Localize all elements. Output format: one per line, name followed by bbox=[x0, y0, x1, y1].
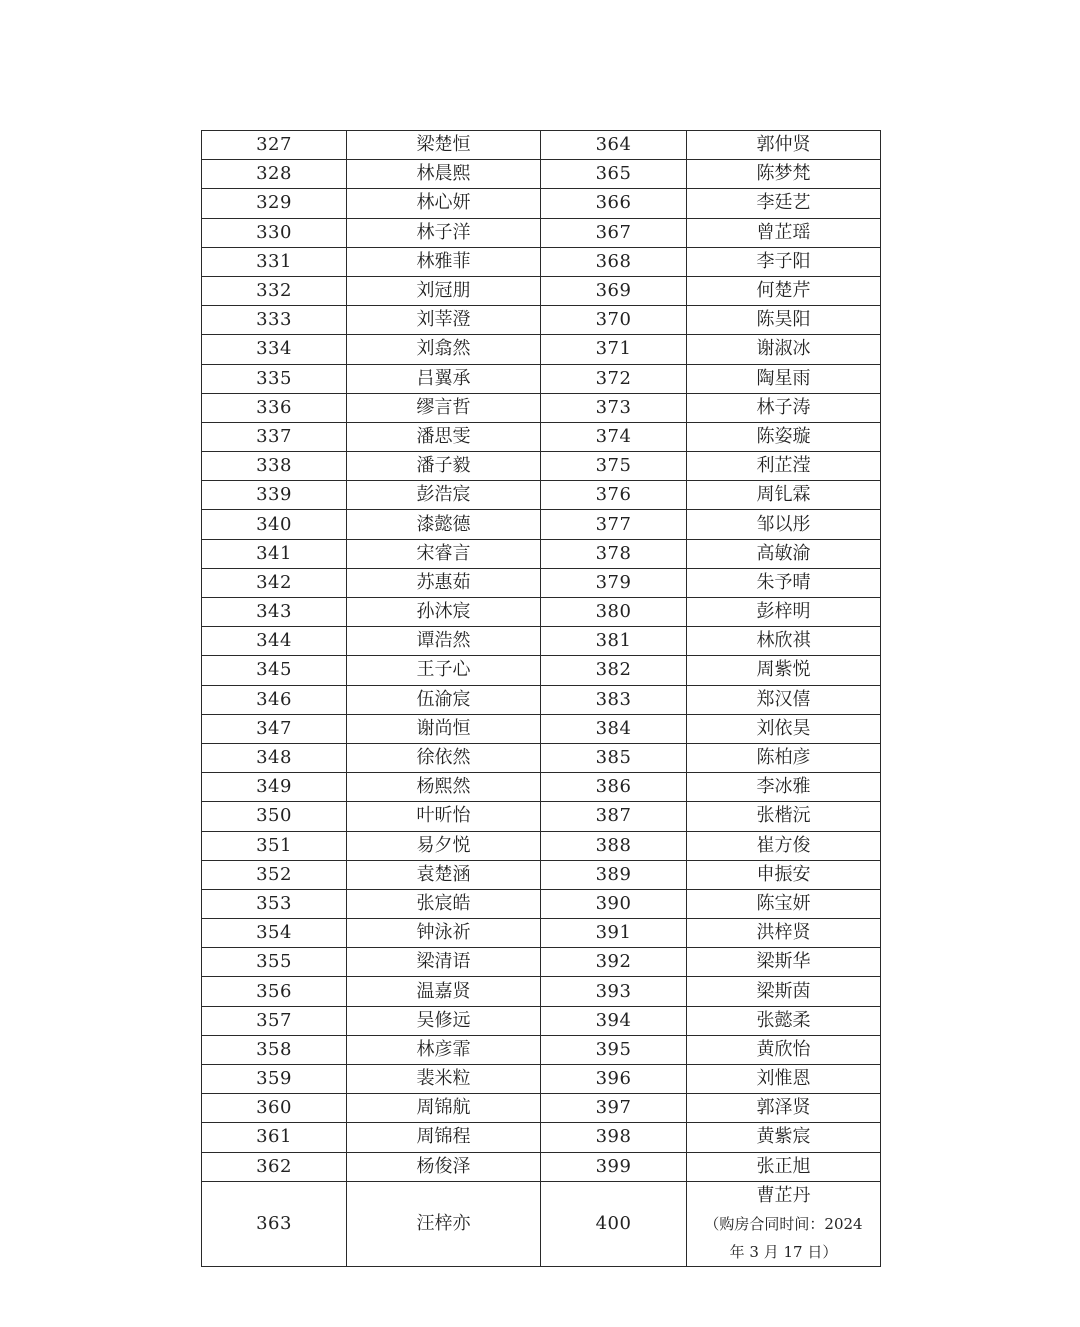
row-number-left: 345 bbox=[202, 656, 347, 685]
row-number-left: 359 bbox=[202, 1065, 347, 1094]
row-number-right: 376 bbox=[541, 481, 687, 510]
row-number-left: 358 bbox=[202, 1035, 347, 1064]
table-row bbox=[202, 131, 881, 160]
row-number-right: 375 bbox=[541, 452, 687, 481]
row-number-left: 356 bbox=[202, 977, 347, 1006]
row-number-left: 334 bbox=[202, 335, 347, 364]
row-number-right: 396 bbox=[541, 1065, 687, 1094]
student-name-left: 伍渝宸 bbox=[347, 685, 541, 714]
table-row bbox=[202, 919, 881, 948]
student-name-left: 潘思雯 bbox=[347, 422, 541, 451]
table-row-final bbox=[202, 1181, 881, 1266]
row-number-left: 350 bbox=[202, 802, 347, 831]
student-name-right: 郭仲贤 bbox=[687, 131, 881, 160]
row-number-right: 390 bbox=[541, 889, 687, 918]
row-number-right: 380 bbox=[541, 598, 687, 627]
student-name-right: 郭泽贤 bbox=[687, 1094, 881, 1123]
row-number-right: 374 bbox=[541, 422, 687, 451]
row-number-right: 377 bbox=[541, 510, 687, 539]
student-name-right: 陶星雨 bbox=[687, 364, 881, 393]
row-number-right: 392 bbox=[541, 948, 687, 977]
student-name-right: 刘依昊 bbox=[687, 714, 881, 743]
student-name-right: 申振安 bbox=[687, 860, 881, 889]
student-name-right: 陈宝妍 bbox=[687, 889, 881, 918]
row-number-left: 363 bbox=[202, 1181, 347, 1266]
student-name-right: 陈柏彦 bbox=[687, 743, 881, 772]
student-name-left: 漆懿德 bbox=[347, 510, 541, 539]
row-number-right: 372 bbox=[541, 364, 687, 393]
row-number-right: 393 bbox=[541, 977, 687, 1006]
table-row bbox=[202, 889, 881, 918]
table-row bbox=[202, 539, 881, 568]
table-row bbox=[202, 1094, 881, 1123]
student-name-left: 刘莘澄 bbox=[347, 306, 541, 335]
student-name-left: 梁清语 bbox=[347, 948, 541, 977]
student-name-right: 张懿柔 bbox=[687, 1006, 881, 1035]
row-number-right: 394 bbox=[541, 1006, 687, 1035]
row-number-right: 383 bbox=[541, 685, 687, 714]
row-number-right: 397 bbox=[541, 1094, 687, 1123]
row-number-left: 332 bbox=[202, 276, 347, 305]
student-name-left: 林雅菲 bbox=[347, 247, 541, 276]
table-row bbox=[202, 452, 881, 481]
table-row bbox=[202, 510, 881, 539]
row-number-right: 369 bbox=[541, 276, 687, 305]
student-name-left: 宋睿言 bbox=[347, 539, 541, 568]
student-name-left: 谢尚恒 bbox=[347, 714, 541, 743]
student-name-left: 林子洋 bbox=[347, 218, 541, 247]
student-name-right: 曾芷瑶 bbox=[687, 218, 881, 247]
row-number-right: 384 bbox=[541, 714, 687, 743]
row-number-left: 333 bbox=[202, 306, 347, 335]
row-number-right: 386 bbox=[541, 773, 687, 802]
table-row bbox=[202, 685, 881, 714]
table-row bbox=[202, 189, 881, 218]
row-number-right: 382 bbox=[541, 656, 687, 685]
student-name-right: 张正旭 bbox=[687, 1152, 881, 1181]
row-number-left: 340 bbox=[202, 510, 347, 539]
table-row bbox=[202, 160, 881, 189]
row-number-right: 370 bbox=[541, 306, 687, 335]
student-name-right-with-note bbox=[687, 1181, 881, 1266]
roster-table bbox=[201, 130, 881, 1267]
student-name-left: 谭浩然 bbox=[347, 627, 541, 656]
student-name-right: 曹芷丹 bbox=[756, 1184, 811, 1206]
row-number-right: 395 bbox=[541, 1035, 687, 1064]
table-row bbox=[202, 743, 881, 772]
student-name-right: 朱予晴 bbox=[687, 568, 881, 597]
student-name-right: 林子涛 bbox=[687, 393, 881, 422]
table-row bbox=[202, 1035, 881, 1064]
table-row bbox=[202, 1152, 881, 1181]
student-name-left: 刘冠朋 bbox=[347, 276, 541, 305]
row-number-left: 357 bbox=[202, 1006, 347, 1035]
student-name-right: 陈梦梵 bbox=[687, 160, 881, 189]
row-number-left: 349 bbox=[202, 773, 347, 802]
student-name-right: 陈昊阳 bbox=[687, 306, 881, 335]
student-name-left: 裴米粒 bbox=[347, 1065, 541, 1094]
student-name-right: 周紫悦 bbox=[687, 656, 881, 685]
student-name-right: 利芷滢 bbox=[687, 452, 881, 481]
student-name-left: 缪言哲 bbox=[347, 393, 541, 422]
student-name-right: 李子阳 bbox=[687, 247, 881, 276]
row-number-left: 352 bbox=[202, 860, 347, 889]
table-row bbox=[202, 598, 881, 627]
student-name-right: 李冰雅 bbox=[687, 773, 881, 802]
student-name-left: 林彦霏 bbox=[347, 1035, 541, 1064]
row-number-right: 388 bbox=[541, 831, 687, 860]
row-number-right: 365 bbox=[541, 160, 687, 189]
student-name-right: 黄紫宸 bbox=[687, 1123, 881, 1152]
roster-body bbox=[202, 131, 881, 1267]
table-row bbox=[202, 422, 881, 451]
student-name-right: 林欣祺 bbox=[687, 627, 881, 656]
student-name-left: 吴修远 bbox=[347, 1006, 541, 1035]
student-name-left: 林心妍 bbox=[347, 189, 541, 218]
student-name-left: 温嘉贤 bbox=[347, 977, 541, 1006]
student-name-right: 李廷艺 bbox=[687, 189, 881, 218]
student-name-left: 周锦航 bbox=[347, 1094, 541, 1123]
row-number-right: 364 bbox=[541, 131, 687, 160]
row-number-right: 399 bbox=[541, 1152, 687, 1181]
table-row bbox=[202, 276, 881, 305]
table-row bbox=[202, 364, 881, 393]
student-name-right: 洪梓贤 bbox=[687, 919, 881, 948]
student-name-left: 孙沐宸 bbox=[347, 598, 541, 627]
table-row bbox=[202, 656, 881, 685]
row-number-left: 354 bbox=[202, 919, 347, 948]
row-number-left: 353 bbox=[202, 889, 347, 918]
row-number-left: 339 bbox=[202, 481, 347, 510]
row-number-left: 331 bbox=[202, 247, 347, 276]
table-row bbox=[202, 773, 881, 802]
student-name-left: 杨熙然 bbox=[347, 773, 541, 802]
row-number-left: 342 bbox=[202, 568, 347, 597]
student-name-left: 徐依然 bbox=[347, 743, 541, 772]
student-name-right: 崔方俊 bbox=[687, 831, 881, 860]
student-name-left: 王子心 bbox=[347, 656, 541, 685]
row-number-left: 329 bbox=[202, 189, 347, 218]
student-name-left: 袁楚涵 bbox=[347, 860, 541, 889]
row-number-left: 361 bbox=[202, 1123, 347, 1152]
student-name-right: 周钆霖 bbox=[687, 481, 881, 510]
row-number-left: 360 bbox=[202, 1094, 347, 1123]
row-number-right: 400 bbox=[541, 1181, 687, 1266]
table-row bbox=[202, 1123, 881, 1152]
student-name-right: 高敏渝 bbox=[687, 539, 881, 568]
student-name-left: 叶昕怡 bbox=[347, 802, 541, 831]
table-row bbox=[202, 860, 881, 889]
row-number-right: 398 bbox=[541, 1123, 687, 1152]
row-number-right: 391 bbox=[541, 919, 687, 948]
row-number-left: 351 bbox=[202, 831, 347, 860]
row-number-right: 389 bbox=[541, 860, 687, 889]
table-row bbox=[202, 802, 881, 831]
student-name-right: 梁斯华 bbox=[687, 948, 881, 977]
student-name-right: 陈姿璇 bbox=[687, 422, 881, 451]
row-number-left: 327 bbox=[202, 131, 347, 160]
student-name-left: 杨俊泽 bbox=[347, 1152, 541, 1181]
row-number-right: 373 bbox=[541, 393, 687, 422]
row-number-right: 367 bbox=[541, 218, 687, 247]
purchase-contract-note-line-1: （购房合同时间：2024 bbox=[704, 1214, 863, 1233]
student-name-left: 彭浩宸 bbox=[347, 481, 541, 510]
row-number-right: 381 bbox=[541, 627, 687, 656]
row-number-left: 362 bbox=[202, 1152, 347, 1181]
student-name-right: 梁斯茵 bbox=[687, 977, 881, 1006]
student-name-right: 彭梓明 bbox=[687, 598, 881, 627]
row-number-left: 335 bbox=[202, 364, 347, 393]
student-name-left: 刘翕然 bbox=[347, 335, 541, 364]
student-name-left: 钟泳祈 bbox=[347, 919, 541, 948]
row-number-left: 337 bbox=[202, 422, 347, 451]
row-number-right: 385 bbox=[541, 743, 687, 772]
row-number-left: 330 bbox=[202, 218, 347, 247]
row-number-right: 379 bbox=[541, 568, 687, 597]
row-number-left: 341 bbox=[202, 539, 347, 568]
student-name-left: 林晨熙 bbox=[347, 160, 541, 189]
table-row bbox=[202, 335, 881, 364]
student-name-right: 张楷沅 bbox=[687, 802, 881, 831]
table-row bbox=[202, 977, 881, 1006]
student-name-left: 梁楚恒 bbox=[347, 131, 541, 160]
row-number-left: 348 bbox=[202, 743, 347, 772]
row-number-right: 366 bbox=[541, 189, 687, 218]
table-row bbox=[202, 831, 881, 860]
student-name-left: 吕翼承 bbox=[347, 364, 541, 393]
row-number-right: 378 bbox=[541, 539, 687, 568]
table-row bbox=[202, 568, 881, 597]
row-number-right: 368 bbox=[541, 247, 687, 276]
table-row bbox=[202, 627, 881, 656]
table-row bbox=[202, 948, 881, 977]
student-name-right: 郑汉僖 bbox=[687, 685, 881, 714]
student-name-left: 汪梓亦 bbox=[347, 1181, 541, 1266]
row-number-left: 344 bbox=[202, 627, 347, 656]
row-number-left: 347 bbox=[202, 714, 347, 743]
table-row bbox=[202, 1006, 881, 1035]
row-number-right: 371 bbox=[541, 335, 687, 364]
row-number-left: 328 bbox=[202, 160, 347, 189]
row-number-right: 387 bbox=[541, 802, 687, 831]
student-name-left: 易夕悦 bbox=[347, 831, 541, 860]
table-row bbox=[202, 1065, 881, 1094]
student-name-right: 刘惟恩 bbox=[687, 1065, 881, 1094]
student-name-right: 黄欣怡 bbox=[687, 1035, 881, 1064]
row-number-left: 336 bbox=[202, 393, 347, 422]
table-row bbox=[202, 714, 881, 743]
student-name-left: 苏惠茹 bbox=[347, 568, 541, 597]
student-name-left: 潘子毅 bbox=[347, 452, 541, 481]
row-number-left: 346 bbox=[202, 685, 347, 714]
row-number-left: 343 bbox=[202, 598, 347, 627]
student-name-right: 邹以彤 bbox=[687, 510, 881, 539]
table-row bbox=[202, 218, 881, 247]
table-row bbox=[202, 306, 881, 335]
table-row bbox=[202, 481, 881, 510]
student-name-left: 张宸皓 bbox=[347, 889, 541, 918]
student-name-right: 何楚芹 bbox=[687, 276, 881, 305]
purchase-contract-note-line-2: 年 3 月 17 日） bbox=[729, 1242, 838, 1261]
table-row bbox=[202, 393, 881, 422]
row-number-left: 338 bbox=[202, 452, 347, 481]
student-name-right: 谢淑冰 bbox=[687, 335, 881, 364]
table-row bbox=[202, 247, 881, 276]
student-name-left: 周锦程 bbox=[347, 1123, 541, 1152]
row-number-left: 355 bbox=[202, 948, 347, 977]
